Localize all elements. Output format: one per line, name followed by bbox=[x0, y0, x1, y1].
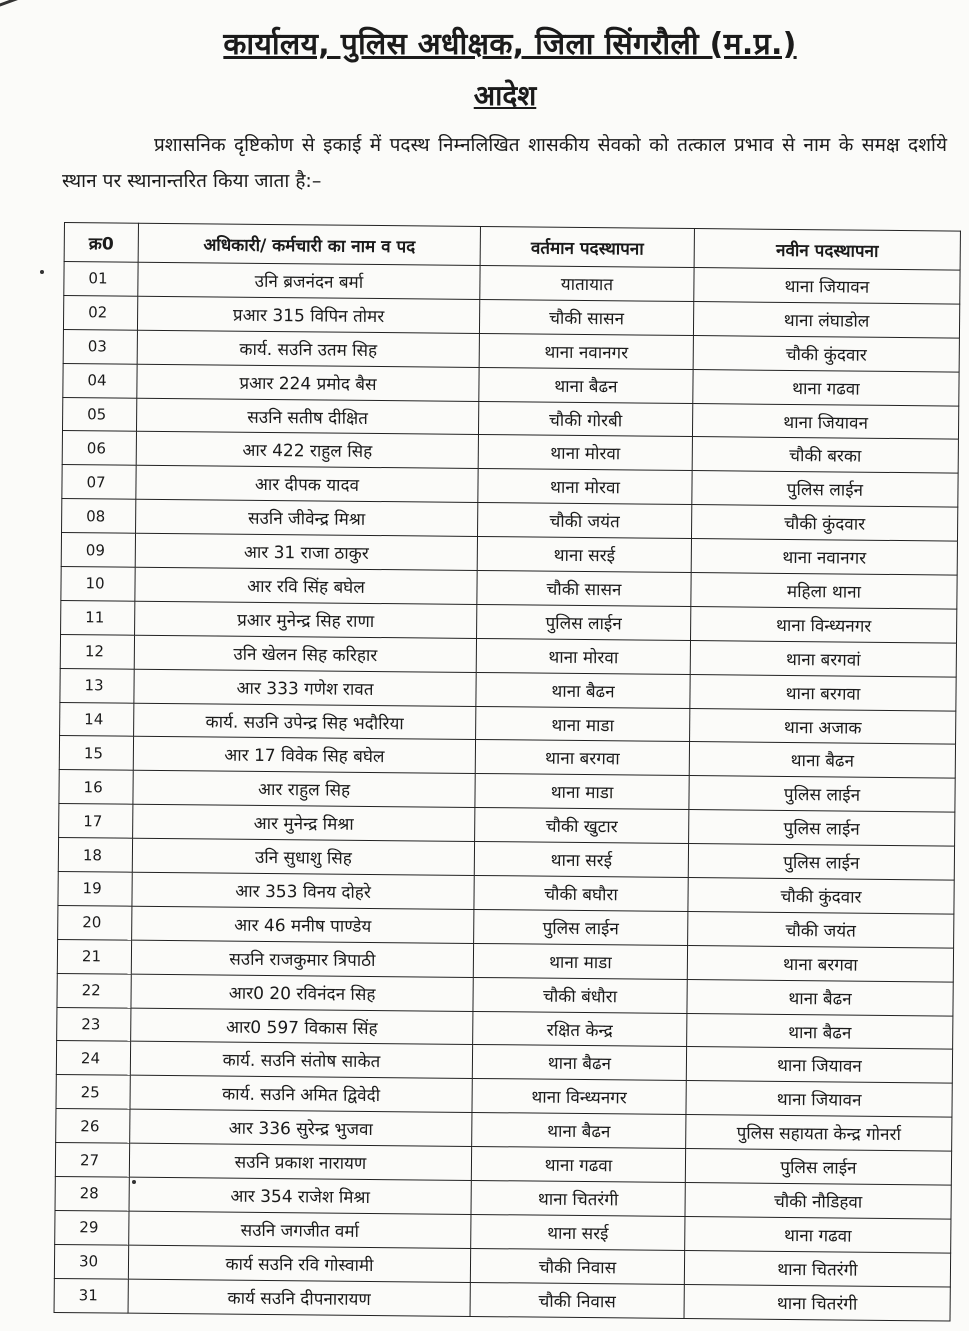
current-posting-cell: चौकी निवास bbox=[470, 1282, 684, 1318]
current-posting-cell: चौकी सासन bbox=[477, 570, 691, 606]
serial-number-cell: 29 bbox=[55, 1210, 129, 1245]
employee-name-cell: आर 17 विवेक सिह बघेल bbox=[133, 737, 475, 774]
employee-name-cell: कार्य सउनि दीपनारायण bbox=[128, 1279, 470, 1316]
new-posting-cell: थाना गढवा bbox=[685, 1216, 951, 1252]
employee-name-cell: आर राहुल सिह bbox=[133, 771, 475, 808]
serial-number-cell: 12 bbox=[60, 634, 134, 669]
serial-number-cell: 03 bbox=[63, 329, 137, 364]
serial-number-cell: 27 bbox=[55, 1143, 129, 1178]
new-posting-cell: थाना गढवा bbox=[693, 369, 959, 405]
employee-name-cell: आर 31 राजा ठाकुर bbox=[135, 533, 477, 570]
serial-number-cell: 20 bbox=[58, 905, 132, 940]
current-posting-cell: यातायात bbox=[480, 265, 694, 301]
employee-name-cell: आर 353 विनय दोहरे bbox=[132, 872, 474, 909]
employee-name-cell: प्रआर मुनेन्द्र सिह राणा bbox=[135, 601, 477, 638]
table-body bbox=[54, 262, 960, 1321]
current-posting-cell: थाना बैढन bbox=[476, 672, 690, 708]
serial-number-cell: 07 bbox=[62, 465, 136, 500]
new-posting-cell: थाना बैढन bbox=[689, 742, 955, 778]
employee-name-cell: आर 333 गणेश रावत bbox=[134, 669, 476, 706]
employee-name-cell: आर 336 सुरेन्द्र भुजवा bbox=[130, 1109, 472, 1146]
employee-name-cell: आर 422 राहुल सिह bbox=[136, 432, 478, 469]
serial-number-cell: 22 bbox=[57, 973, 131, 1008]
serial-number-cell: 17 bbox=[59, 804, 133, 839]
new-posting-cell: थाना जियावन bbox=[686, 1047, 952, 1083]
current-posting-cell: थाना मोरवा bbox=[478, 469, 692, 505]
employee-name-cell: आर रवि सिंह बघेल bbox=[135, 567, 477, 604]
col-header-current-posting: वर्तमान पदस्थापना bbox=[480, 226, 694, 267]
current-posting-cell: थाना माडा bbox=[473, 943, 687, 979]
employee-name-cell: कार्य सउनि रवि गोस्वामी bbox=[128, 1245, 470, 1282]
employee-name-cell: प्रआर 224 प्रमोद बैस bbox=[137, 364, 479, 401]
current-posting-cell: थाना गढवा bbox=[471, 1147, 685, 1183]
serial-number-cell: 04 bbox=[63, 363, 137, 398]
serial-number-cell: 05 bbox=[62, 397, 136, 432]
new-posting-cell: थाना जियावन bbox=[686, 1081, 952, 1117]
new-posting-cell: महिला थाना bbox=[691, 573, 957, 609]
new-posting-cell: चौकी कुंदवार bbox=[691, 505, 957, 541]
serial-number-cell: 08 bbox=[62, 499, 136, 534]
serial-number-cell: 13 bbox=[60, 668, 134, 703]
serial-number-cell: 30 bbox=[54, 1244, 128, 1279]
current-posting-cell: थाना माडा bbox=[476, 706, 690, 742]
employee-name-cell: उनि सुधाशु सिह bbox=[132, 838, 474, 875]
new-posting-cell: पुलिस सहायता केन्द्र गोनर्रा bbox=[686, 1115, 952, 1151]
current-posting-cell: चौकी सासन bbox=[479, 299, 693, 335]
new-posting-cell: थाना जियावन bbox=[692, 403, 958, 439]
new-posting-cell: थाना बरगवां bbox=[690, 640, 956, 676]
intro-paragraph: प्रशासनिक दृष्टिकोण से इकाई में पदस्थ निम्नलिखित शासकीय सेवको को तत्काल प्रभाव से नाम के समक्ष दर्शाये स्थान पर स्थानान्तरित किया जाता है:– bbox=[62, 134, 947, 192]
new-posting-cell: पुलिस लाईन bbox=[685, 1149, 951, 1185]
new-posting-cell: चौकी जयंत bbox=[688, 911, 954, 947]
current-posting-cell: थाना बैढन bbox=[479, 367, 693, 403]
new-posting-cell: पुलिस लाईन bbox=[689, 776, 955, 812]
table-row bbox=[54, 1278, 950, 1320]
new-posting-cell: थाना बरगवा bbox=[690, 674, 956, 710]
serial-number-cell: 11 bbox=[61, 600, 135, 635]
employee-name-cell: सउनि सतीष दीक्षित bbox=[136, 398, 478, 435]
new-posting-cell: थाना जियावन bbox=[694, 268, 960, 304]
current-posting-cell: थाना सरई bbox=[474, 842, 688, 878]
employee-name-cell: सउनि जगजीत वर्मा bbox=[129, 1211, 471, 1248]
office-title: कार्यालय, पुलिस अधीक्षक, जिला सिंगरौली (म.प्र.) bbox=[223, 27, 797, 62]
serial-number-cell: 24 bbox=[56, 1041, 130, 1076]
col-header-sn: क्र0 bbox=[64, 223, 138, 263]
col-header-name: अधिकारी/ कर्मचारी का नाम व पद bbox=[138, 223, 480, 265]
employee-name-cell: आर 354 राजेश मिश्रा bbox=[129, 1177, 471, 1214]
current-posting-cell: चौकी बघौरा bbox=[474, 875, 688, 911]
serial-number-cell: 31 bbox=[54, 1278, 128, 1313]
current-posting-cell: चौकी जयंत bbox=[477, 503, 691, 539]
col-header-new-posting: नवीन पदस्थापना bbox=[694, 229, 960, 271]
employee-name-cell: आर0 20 रविनंदन सिह bbox=[131, 974, 473, 1011]
current-posting-cell: थाना बैढन bbox=[472, 1045, 686, 1081]
current-posting-cell: थाना मोरवा bbox=[478, 435, 692, 471]
current-posting-cell: चौकी निवास bbox=[470, 1248, 684, 1284]
current-posting-cell: थाना माडा bbox=[475, 774, 689, 810]
new-posting-cell: पुलिस लाईन bbox=[692, 471, 958, 507]
new-posting-cell: चौकी कुंदवार bbox=[693, 335, 959, 371]
employee-name-cell: सउनि जीवेन्द्र मिश्रा bbox=[136, 499, 478, 536]
current-posting-cell: थाना विन्ध्यनगर bbox=[472, 1079, 686, 1115]
current-posting-cell: थाना सरई bbox=[471, 1214, 685, 1250]
new-posting-cell: थाना बैढन bbox=[687, 979, 953, 1015]
serial-number-cell: 16 bbox=[59, 770, 133, 805]
new-posting-cell: थाना चितरंगी bbox=[684, 1250, 950, 1286]
serial-number-cell: 23 bbox=[57, 1007, 131, 1042]
serial-number-cell: 25 bbox=[56, 1075, 130, 1110]
serial-number-cell: 09 bbox=[61, 533, 135, 568]
new-posting-cell: चौकी नौडिहवा bbox=[685, 1183, 951, 1219]
current-posting-cell: थाना बैढन bbox=[472, 1113, 686, 1149]
current-posting-cell: थाना सरई bbox=[477, 537, 691, 573]
current-posting-cell: थाना मोरवा bbox=[476, 638, 690, 674]
serial-number-cell: 18 bbox=[58, 838, 132, 873]
employee-name-cell: सउनि राजकुमार त्रिपाठी bbox=[131, 940, 473, 977]
serial-number-cell: 02 bbox=[63, 295, 137, 330]
serial-number-cell: 14 bbox=[60, 702, 134, 737]
current-posting-cell: थाना नवानगर bbox=[479, 333, 693, 369]
new-posting-cell: थाना नवानगर bbox=[691, 539, 957, 575]
new-posting-cell: थाना विन्ध्यनगर bbox=[691, 606, 957, 642]
scan-mark bbox=[0, 0, 21, 12]
new-posting-cell: थाना बरगवा bbox=[687, 945, 953, 981]
serial-number-cell: 10 bbox=[61, 567, 135, 602]
employee-name-cell: उनि ब्रजनंदन बर्मा bbox=[138, 262, 480, 299]
serial-number-cell: 01 bbox=[64, 262, 138, 297]
serial-number-cell: 28 bbox=[55, 1177, 129, 1212]
employee-name-cell: सउनि प्रकाश नारायण bbox=[129, 1143, 471, 1180]
employee-name-cell: उनि खेलन सिह करिहार bbox=[134, 635, 476, 672]
new-posting-cell: थाना लंघाडोल bbox=[693, 301, 959, 337]
employee-name-cell: प्रआर 315 विपिन तोमर bbox=[137, 296, 479, 333]
employee-name-cell: आर0 597 विकास सिंह bbox=[131, 1008, 473, 1045]
new-posting-cell: थाना अजाक bbox=[690, 708, 956, 744]
current-posting-cell: पुलिस लाईन bbox=[477, 604, 691, 640]
current-posting-cell: चौकी बंधौरा bbox=[473, 977, 687, 1013]
transfer-table bbox=[54, 222, 961, 1321]
employee-name-cell: कार्य. सउनि उपेन्द्र सिह भदौरिया bbox=[134, 703, 476, 740]
employee-name-cell: आर दीपक यादव bbox=[136, 466, 478, 503]
new-posting-cell: पुलिस लाईन bbox=[689, 810, 955, 846]
employee-name-cell: कार्य. सउनि अमित द्विवेदी bbox=[130, 1076, 472, 1113]
current-posting-cell: थाना बरगवा bbox=[475, 740, 689, 776]
current-posting-cell: चौकी गोरबी bbox=[478, 401, 692, 437]
new-posting-cell: चौकी बरका bbox=[692, 437, 958, 473]
serial-number-cell: 21 bbox=[57, 939, 131, 974]
current-posting-cell: चौकी खुटार bbox=[475, 808, 689, 844]
current-posting-cell: थाना चितरंगी bbox=[471, 1181, 685, 1217]
employee-name-cell: आर मुनेन्द्र मिश्रा bbox=[133, 804, 475, 841]
employee-name-cell: आर 46 मनीष पाण्डेय bbox=[132, 906, 474, 943]
scan-dot bbox=[40, 270, 44, 274]
new-posting-cell: थाना बैढन bbox=[687, 1013, 953, 1049]
current-posting-cell: पुलिस लाईन bbox=[474, 909, 688, 945]
employee-name-cell: कार्य. सउनि संतोष साकेत bbox=[130, 1042, 472, 1079]
serial-number-cell: 19 bbox=[58, 872, 132, 907]
serial-number-cell: 26 bbox=[56, 1109, 130, 1144]
current-posting-cell: रक्षित केन्द्र bbox=[473, 1011, 687, 1047]
new-posting-cell: पुलिस लाईन bbox=[688, 844, 954, 880]
new-posting-cell: चौकी कुंदवार bbox=[688, 878, 954, 914]
serial-number-cell: 15 bbox=[59, 736, 133, 771]
new-posting-cell: थाना चितरंगी bbox=[684, 1284, 950, 1320]
employee-name-cell: कार्य. सउनि उतम सिह bbox=[137, 330, 479, 367]
serial-number-cell: 06 bbox=[62, 431, 136, 466]
order-heading: आदेश bbox=[473, 79, 537, 112]
